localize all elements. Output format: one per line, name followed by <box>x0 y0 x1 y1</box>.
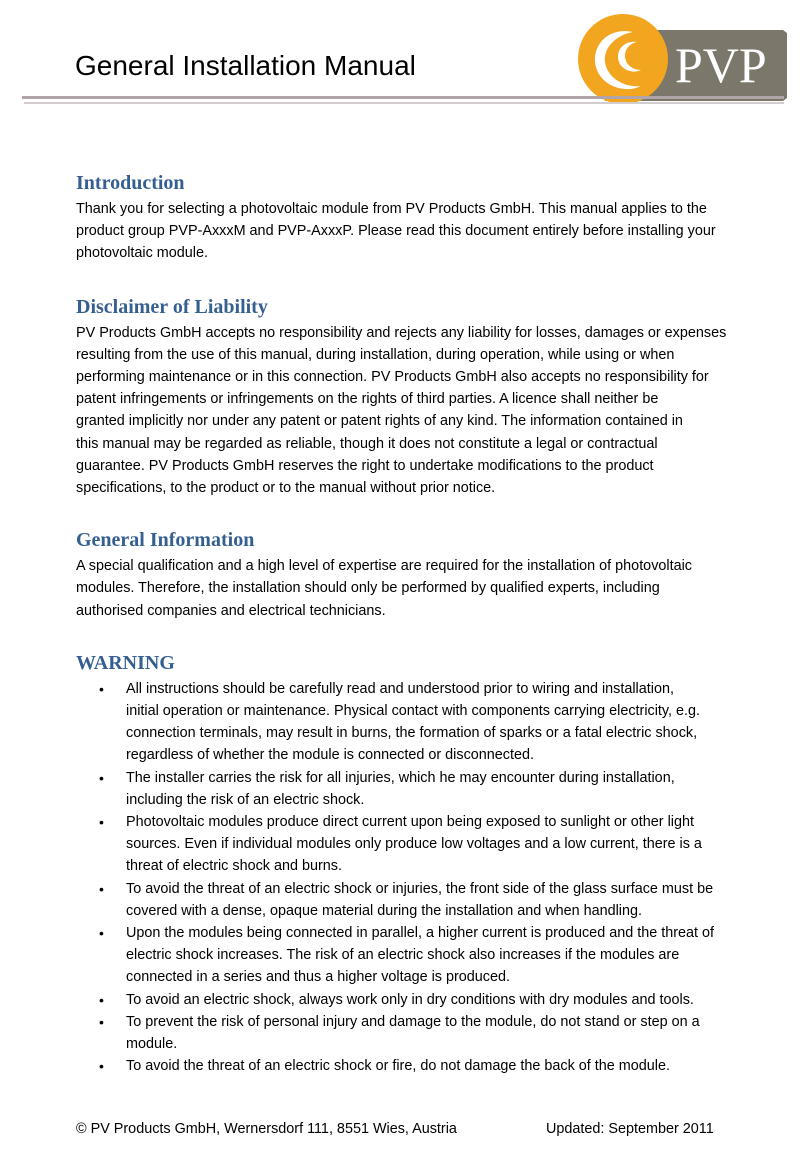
text-line: PV Products GmbH accepts no responsibility and rejects any liability for losses, damages or expenses <box>76 324 727 341</box>
section-heading: WARNING <box>76 651 175 674</box>
text-line: this manual may be regarded as reliable, though it does not constitute a legal or contractual <box>76 435 658 452</box>
text-line: connected in a series and thus a higher voltage is produced. <box>126 969 511 986</box>
text-line: patent infringements or infringements on the rights of third parties. A licence shall neither be <box>76 391 659 408</box>
section-heading: Disclaimer of Liability <box>76 295 268 318</box>
bullet-icon: • <box>99 925 104 942</box>
bullet-icon: • <box>99 769 104 786</box>
list-item <box>76 989 736 1011</box>
text-line: photovoltaic module. <box>76 245 208 262</box>
text-line: The installer carries the risk for all injuries, which he may encounter during installation, <box>126 769 675 786</box>
list-item <box>76 878 736 922</box>
paragraph <box>76 198 736 265</box>
bullet-icon: • <box>99 814 104 831</box>
paragraph <box>76 322 736 500</box>
text-line: product group PVP-AxxxM and PVP-AxxxP. Please read this document entirely before installing your <box>76 223 716 240</box>
footer-updated: Updated: September 2011 <box>546 1121 714 1137</box>
text-line: sources. Even if individual modules only produce low voltages and a low current, there is a <box>126 836 702 853</box>
list-item <box>76 811 736 878</box>
text-line: module. <box>126 1036 178 1053</box>
bullet-icon: • <box>99 1058 104 1075</box>
bullet-icon: • <box>99 680 104 697</box>
text-line: Thank you for selecting a photovoltaic module from PV Products GmbH. This manual applies to the <box>76 201 707 217</box>
text-line: performing maintenance or in this connection. PV Products GmbH also accepts no responsibility for <box>76 369 709 386</box>
disclaimer-section <box>76 292 736 500</box>
text-line: resulting from the use of this manual, during installation, during operation, while using or when <box>76 346 675 363</box>
text-line: To avoid an electric shock, always work only in dry conditions with dry modules and tools. <box>126 991 694 1008</box>
bullet-icon: • <box>99 991 104 1008</box>
text-line: initial operation or maintenance. Physical contact with components carrying electricity, e.g. <box>126 703 701 720</box>
text-line: threat of electric shock and burns. <box>126 858 342 875</box>
introduction-section <box>76 168 736 265</box>
section-heading: Introduction <box>76 172 185 194</box>
list-item <box>76 1011 736 1055</box>
text-line: electric shock increases. The risk of an electric shock also increases if the modules are <box>126 947 680 964</box>
section-heading: General Information <box>76 529 255 552</box>
pvp-logo <box>575 12 787 104</box>
text-line: covered with a dense, opaque material during the installation and when handling. <box>126 902 643 919</box>
text-line: To prevent the risk of personal injury and damage to the module, do not stand or step on a <box>126 1013 700 1030</box>
text-line: To avoid the threat of an electric shock or injuries, the front side of the glass surface must be <box>126 880 714 897</box>
logo-text: PVP <box>675 37 767 93</box>
list-item <box>76 922 736 989</box>
general-information-section <box>76 525 736 622</box>
header-rule-shadow <box>24 102 784 104</box>
warning-list <box>76 678 736 1078</box>
list-item <box>76 678 736 767</box>
header-rule <box>22 96 784 99</box>
document-body <box>76 168 736 1104</box>
paragraph <box>76 555 736 622</box>
text-line: To avoid the threat of an electric shock or fire, do not damage the back of the module. <box>126 1058 670 1075</box>
text-line: modules. Therefore, the installation should only be performed by qualified experts, including <box>76 580 660 597</box>
text-line: Photovoltaic modules produce direct current upon being exposed to sunlight or other light <box>126 814 694 831</box>
footer-address: © PV Products GmbH, Wernersdorf 111, 8551 Wies, Austria <box>76 1121 457 1137</box>
text-line: connection terminals, may result in burns, the formation of sparks or a fatal electric shock, <box>126 725 698 742</box>
text-line: Upon the modules being connected in parallel, a higher current is produced and the threat of <box>126 925 714 942</box>
list-item <box>76 767 736 811</box>
bullet-icon: • <box>99 1013 104 1030</box>
text-line: regardless of whether the module is connected or disconnected. <box>126 747 534 764</box>
text-line: A special qualification and a high level of expertise are required for the installation of photovoltaic <box>76 558 692 575</box>
text-line: specifications, to the product or to the manual without prior notice. <box>76 480 496 497</box>
document-title: General Installation Manual <box>75 50 416 81</box>
warning-section <box>76 648 736 1078</box>
text-line: guarantee. PV Products GmbH reserves the right to undertake modifications to the product <box>76 457 654 474</box>
text-line: granted implicitly nor under any patent or patent rights of any kind. The information contained in <box>76 413 683 430</box>
bullet-icon: • <box>99 880 104 897</box>
list-item <box>76 1055 736 1077</box>
text-line: All instructions should be carefully read and understood prior to wiring and installation, <box>126 680 674 697</box>
text-line: including the risk of an electric shock. <box>126 791 365 808</box>
text-line: authorised companies and electrical technicians. <box>76 602 386 619</box>
